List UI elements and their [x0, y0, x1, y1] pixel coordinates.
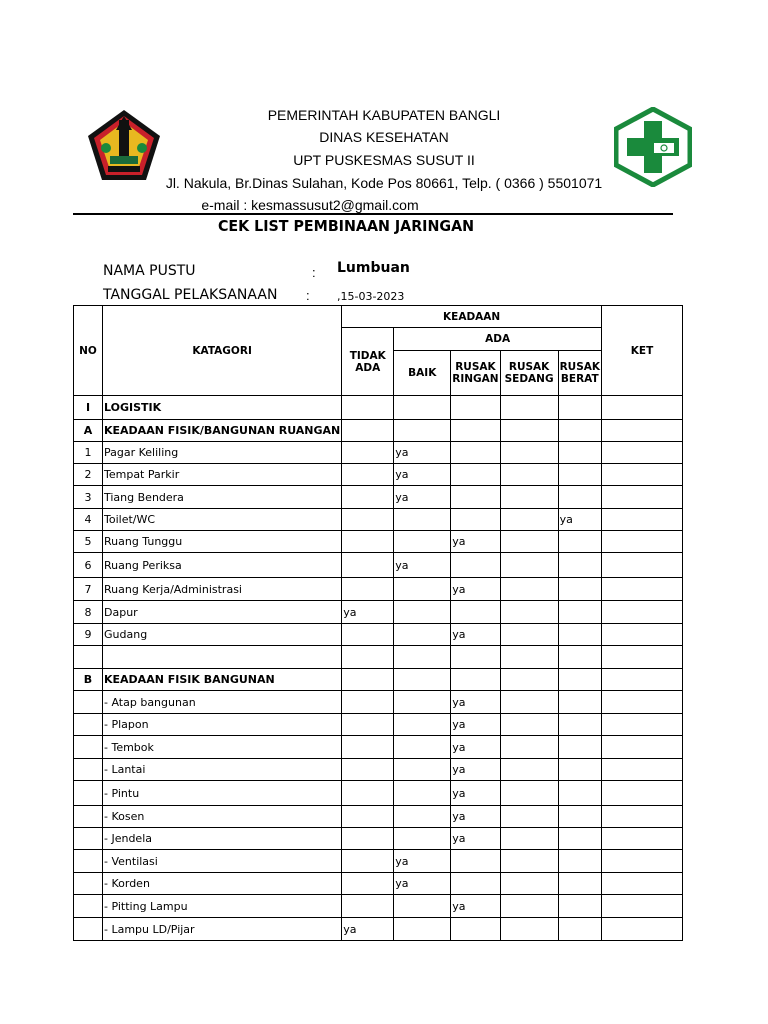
- row-tidak-ada: [342, 624, 394, 646]
- row-tidak-ada: [342, 578, 394, 601]
- row-rusak-sedang: [500, 736, 558, 759]
- col-header-rusak-berat: RUSAK BERAT: [558, 351, 601, 396]
- row-kategori: - Tembok: [103, 736, 342, 759]
- table-row: [74, 464, 683, 486]
- row-tidak-ada: [342, 464, 394, 486]
- row-ket: [602, 714, 683, 736]
- row-rusak-berat: [558, 781, 601, 806]
- row-rusak-sedang: [500, 873, 558, 895]
- row-tidak-ada: [342, 781, 394, 806]
- row-tidak-ada: [342, 420, 394, 442]
- table-row: [74, 850, 683, 873]
- row-rusak-berat: [558, 806, 601, 828]
- row-tidak-ada: [342, 736, 394, 759]
- row-kategori: Dapur: [103, 601, 342, 624]
- row-tidak-ada: ya: [342, 601, 394, 624]
- row-rusak-sedang: [500, 624, 558, 646]
- row-rusak-ringan: ya: [451, 578, 500, 601]
- header-address: Jl. Nakula, Br.Dinas Sulahan, Kode Pos 80661, Telp. ( 0366 ) 5501071: [165, 175, 603, 191]
- row-rusak-ringan: ya: [451, 736, 500, 759]
- row-ket: [602, 691, 683, 714]
- row-tidak-ada: [342, 553, 394, 578]
- row-ket: [602, 624, 683, 646]
- row-tidak-ada: [342, 759, 394, 781]
- checklist-rows: [74, 396, 683, 941]
- row-rusak-ringan: ya: [451, 781, 500, 806]
- row-no: B: [74, 669, 103, 691]
- row-no: 4: [74, 509, 103, 531]
- table-row: [74, 736, 683, 759]
- row-rusak-berat: [558, 736, 601, 759]
- row-rusak-ringan: ya: [451, 828, 500, 850]
- row-rusak-berat: [558, 578, 601, 601]
- col-header-ket: KET: [602, 306, 683, 396]
- row-rusak-berat: [558, 691, 601, 714]
- row-rusak-berat: [558, 486, 601, 509]
- row-baik: [394, 531, 451, 553]
- row-rusak-sedang: [500, 850, 558, 873]
- row-baik: [394, 828, 451, 850]
- row-no: [74, 918, 103, 941]
- row-kategori: - Atap bangunan: [103, 691, 342, 714]
- row-rusak-ringan: ya: [451, 895, 500, 918]
- col-header-rusak-sedang: RUSAK SEDANG: [500, 351, 558, 396]
- row-rusak-ringan: [451, 509, 500, 531]
- row-rusak-berat: [558, 553, 601, 578]
- row-baik: [394, 691, 451, 714]
- row-tidak-ada: [342, 895, 394, 918]
- row-rusak-berat: [558, 714, 601, 736]
- row-rusak-ringan: ya: [451, 759, 500, 781]
- row-ket: [602, 601, 683, 624]
- row-ket: [602, 828, 683, 850]
- row-kategori: Pagar Keliling: [103, 442, 342, 464]
- row-no: 7: [74, 578, 103, 601]
- row-rusak-ringan: [451, 918, 500, 941]
- row-baik: ya: [394, 850, 451, 873]
- row-ket: [602, 464, 683, 486]
- table-row: [74, 669, 683, 691]
- row-rusak-ringan: [451, 442, 500, 464]
- row-tidak-ada: [342, 669, 394, 691]
- row-rusak-berat: [558, 601, 601, 624]
- row-baik: [394, 714, 451, 736]
- row-rusak-sedang: [500, 601, 558, 624]
- row-rusak-ringan: [451, 850, 500, 873]
- row-no: 2: [74, 464, 103, 486]
- row-ket: [602, 759, 683, 781]
- row-kategori: - Lampu LD/Pijar: [103, 918, 342, 941]
- row-tidak-ada: [342, 691, 394, 714]
- row-tidak-ada: [342, 873, 394, 895]
- row-no: [74, 736, 103, 759]
- row-no: [74, 828, 103, 850]
- tanggal-colon: :: [306, 288, 310, 303]
- row-tidak-ada: [342, 714, 394, 736]
- row-baik: ya: [394, 442, 451, 464]
- row-no: 5: [74, 531, 103, 553]
- row-rusak-sedang: [500, 486, 558, 509]
- table-row: [74, 759, 683, 781]
- row-ket: [602, 420, 683, 442]
- row-rusak-berat: [558, 828, 601, 850]
- row-tidak-ada: [342, 509, 394, 531]
- row-rusak-ringan: [451, 669, 500, 691]
- row-baik: [394, 895, 451, 918]
- row-rusak-sedang: [500, 828, 558, 850]
- row-kategori: - Lantai: [103, 759, 342, 781]
- row-no: A: [74, 420, 103, 442]
- row-baik: ya: [394, 464, 451, 486]
- row-rusak-berat: [558, 873, 601, 895]
- row-kategori: - Plapon: [103, 714, 342, 736]
- row-baik: [394, 736, 451, 759]
- row-rusak-berat: [558, 420, 601, 442]
- row-rusak-sedang: [500, 895, 558, 918]
- row-ket: [602, 396, 683, 420]
- row-rusak-sedang: [500, 509, 558, 531]
- row-kategori: KEADAAN FISIK BANGUNAN: [103, 669, 342, 691]
- row-rusak-ringan: [451, 601, 500, 624]
- row-kategori: Ruang Kerja/Administrasi: [103, 578, 342, 601]
- row-no: 6: [74, 553, 103, 578]
- header-unit: UPT PUSKESMAS SUSUT II: [293, 152, 475, 168]
- row-rusak-berat: [558, 895, 601, 918]
- row-baik: [394, 781, 451, 806]
- row-baik: [394, 396, 451, 420]
- row-rusak-ringan: ya: [451, 691, 500, 714]
- row-rusak-ringan: ya: [451, 531, 500, 553]
- nama-pustu-colon: :: [312, 265, 316, 280]
- row-baik: [394, 669, 451, 691]
- row-rusak-berat: [558, 624, 601, 646]
- col-header-no: NO: [74, 306, 103, 396]
- table-row: [74, 918, 683, 941]
- row-kategori: - Ventilasi: [103, 850, 342, 873]
- table-row: [74, 873, 683, 895]
- row-tidak-ada: [342, 531, 394, 553]
- row-rusak-ringan: [451, 420, 500, 442]
- row-ket: [602, 509, 683, 531]
- row-rusak-berat: [558, 850, 601, 873]
- row-no: [74, 714, 103, 736]
- row-tidak-ada: [342, 850, 394, 873]
- table-row: [74, 420, 683, 442]
- row-no: [74, 806, 103, 828]
- row-rusak-sedang: [500, 396, 558, 420]
- row-baik: [394, 806, 451, 828]
- row-kategori: Ruang Periksa: [103, 553, 342, 578]
- col-header-baik: BAIK: [394, 351, 451, 396]
- row-ket: [602, 646, 683, 669]
- row-rusak-ringan: [451, 396, 500, 420]
- row-rusak-berat: ya: [558, 509, 601, 531]
- row-rusak-ringan: [451, 553, 500, 578]
- row-baik: [394, 420, 451, 442]
- row-rusak-ringan: [451, 646, 500, 669]
- document-title: CEK LIST PEMBINAAN JARINGAN: [217, 217, 475, 235]
- row-ket: [602, 486, 683, 509]
- row-rusak-ringan: ya: [451, 624, 500, 646]
- row-baik: [394, 509, 451, 531]
- row-no: [74, 691, 103, 714]
- row-rusak-berat: [558, 669, 601, 691]
- row-baik: [394, 759, 451, 781]
- row-no: 3: [74, 486, 103, 509]
- row-tidak-ada: [342, 442, 394, 464]
- row-rusak-sedang: [500, 553, 558, 578]
- row-rusak-berat: [558, 759, 601, 781]
- table-row: [74, 806, 683, 828]
- table-row: [74, 781, 683, 806]
- row-no: [74, 873, 103, 895]
- row-rusak-sedang: [500, 918, 558, 941]
- row-rusak-ringan: [451, 486, 500, 509]
- row-no: [74, 850, 103, 873]
- header-divider: [73, 213, 673, 215]
- row-ket: [602, 669, 683, 691]
- tanggal-value: ,15-03-2023: [337, 290, 405, 303]
- row-no: 9: [74, 624, 103, 646]
- table-row: [74, 828, 683, 850]
- row-kategori: Gudang: [103, 624, 342, 646]
- table-row: [74, 578, 683, 601]
- row-rusak-berat: [558, 531, 601, 553]
- row-rusak-sedang: [500, 646, 558, 669]
- table-row: [74, 531, 683, 553]
- table-row: [74, 646, 683, 669]
- row-rusak-sedang: [500, 806, 558, 828]
- row-tidak-ada: [342, 806, 394, 828]
- nama-pustu-label: NAMA PUSTU: [103, 263, 196, 279]
- row-ket: [602, 781, 683, 806]
- row-rusak-sedang: [500, 578, 558, 601]
- row-rusak-sedang: [500, 464, 558, 486]
- row-baik: [394, 624, 451, 646]
- row-ket: [602, 806, 683, 828]
- checklist-table: [73, 305, 683, 941]
- row-baik: ya: [394, 873, 451, 895]
- table-row: [74, 509, 683, 531]
- row-baik: [394, 646, 451, 669]
- col-header-keadaan: KEADAAN: [342, 306, 602, 328]
- row-ket: [602, 553, 683, 578]
- table-row: [74, 895, 683, 918]
- row-ket: [602, 873, 683, 895]
- row-no: [74, 646, 103, 669]
- row-baik: [394, 578, 451, 601]
- table-row: [74, 714, 683, 736]
- table-row: [74, 396, 683, 420]
- row-no: [74, 759, 103, 781]
- row-ket: [602, 895, 683, 918]
- col-header-tidak-ada: TIDAK ADA: [342, 328, 394, 396]
- row-baik: [394, 601, 451, 624]
- row-kategori: - Kosen: [103, 806, 342, 828]
- row-rusak-sedang: [500, 669, 558, 691]
- row-ket: [602, 531, 683, 553]
- row-rusak-ringan: [451, 464, 500, 486]
- row-ket: [602, 736, 683, 759]
- row-rusak-sedang: [500, 531, 558, 553]
- row-tidak-ada: [342, 396, 394, 420]
- table-row: [74, 442, 683, 464]
- row-rusak-sedang: [500, 691, 558, 714]
- table-row: [74, 624, 683, 646]
- row-ket: [602, 918, 683, 941]
- row-tidak-ada: ya: [342, 918, 394, 941]
- row-kategori: - Pintu: [103, 781, 342, 806]
- row-kategori: - Jendela: [103, 828, 342, 850]
- row-kategori: LOGISTIK: [103, 396, 342, 420]
- row-rusak-sedang: [500, 442, 558, 464]
- row-tidak-ada: [342, 828, 394, 850]
- row-rusak-ringan: [451, 873, 500, 895]
- row-rusak-sedang: [500, 759, 558, 781]
- row-rusak-berat: [558, 464, 601, 486]
- col-header-rusak-ringan: RUSAK RINGAN: [451, 351, 500, 396]
- row-rusak-berat: [558, 396, 601, 420]
- row-baik: ya: [394, 553, 451, 578]
- header-email: e-mail : kesmassusut2@gmail.com: [201, 197, 419, 213]
- table-row: [74, 691, 683, 714]
- table-row: [74, 553, 683, 578]
- row-rusak-ringan: ya: [451, 714, 500, 736]
- row-kategori: Tempat Parkir: [103, 464, 342, 486]
- col-header-ada: ADA: [394, 328, 602, 351]
- row-kategori: KEADAAN FISIK/BANGUNAN RUANGAN: [103, 420, 342, 442]
- header-government: PEMERINTAH KABUPATEN BANGLI: [267, 107, 501, 123]
- row-no: 8: [74, 601, 103, 624]
- row-kategori: [103, 646, 342, 669]
- row-tidak-ada: [342, 486, 394, 509]
- row-ket: [602, 442, 683, 464]
- nama-pustu-value: Lumbuan: [337, 260, 410, 276]
- row-kategori: - Pitting Lampu: [103, 895, 342, 918]
- row-tidak-ada: [342, 646, 394, 669]
- row-baik: [394, 918, 451, 941]
- row-kategori: - Korden: [103, 873, 342, 895]
- row-no: [74, 895, 103, 918]
- col-header-kategori: KATAGORI: [103, 306, 342, 396]
- table-row: [74, 601, 683, 624]
- tanggal-label: TANGGAL PELAKSANAAN: [103, 287, 278, 303]
- row-ket: [602, 578, 683, 601]
- row-ket: [602, 850, 683, 873]
- row-rusak-berat: [558, 918, 601, 941]
- row-rusak-sedang: [500, 781, 558, 806]
- row-no: I: [74, 396, 103, 420]
- row-rusak-berat: [558, 442, 601, 464]
- header-department: DINAS KESEHATAN: [319, 129, 449, 145]
- row-kategori: Toilet/WC: [103, 509, 342, 531]
- row-kategori: Ruang Tunggu: [103, 531, 342, 553]
- table-row: [74, 486, 683, 509]
- row-rusak-sedang: [500, 420, 558, 442]
- row-baik: ya: [394, 486, 451, 509]
- row-rusak-berat: [558, 646, 601, 669]
- row-no: 1: [74, 442, 103, 464]
- row-no: [74, 781, 103, 806]
- row-rusak-sedang: [500, 714, 558, 736]
- row-kategori: Tiang Bendera: [103, 486, 342, 509]
- row-rusak-ringan: ya: [451, 806, 500, 828]
